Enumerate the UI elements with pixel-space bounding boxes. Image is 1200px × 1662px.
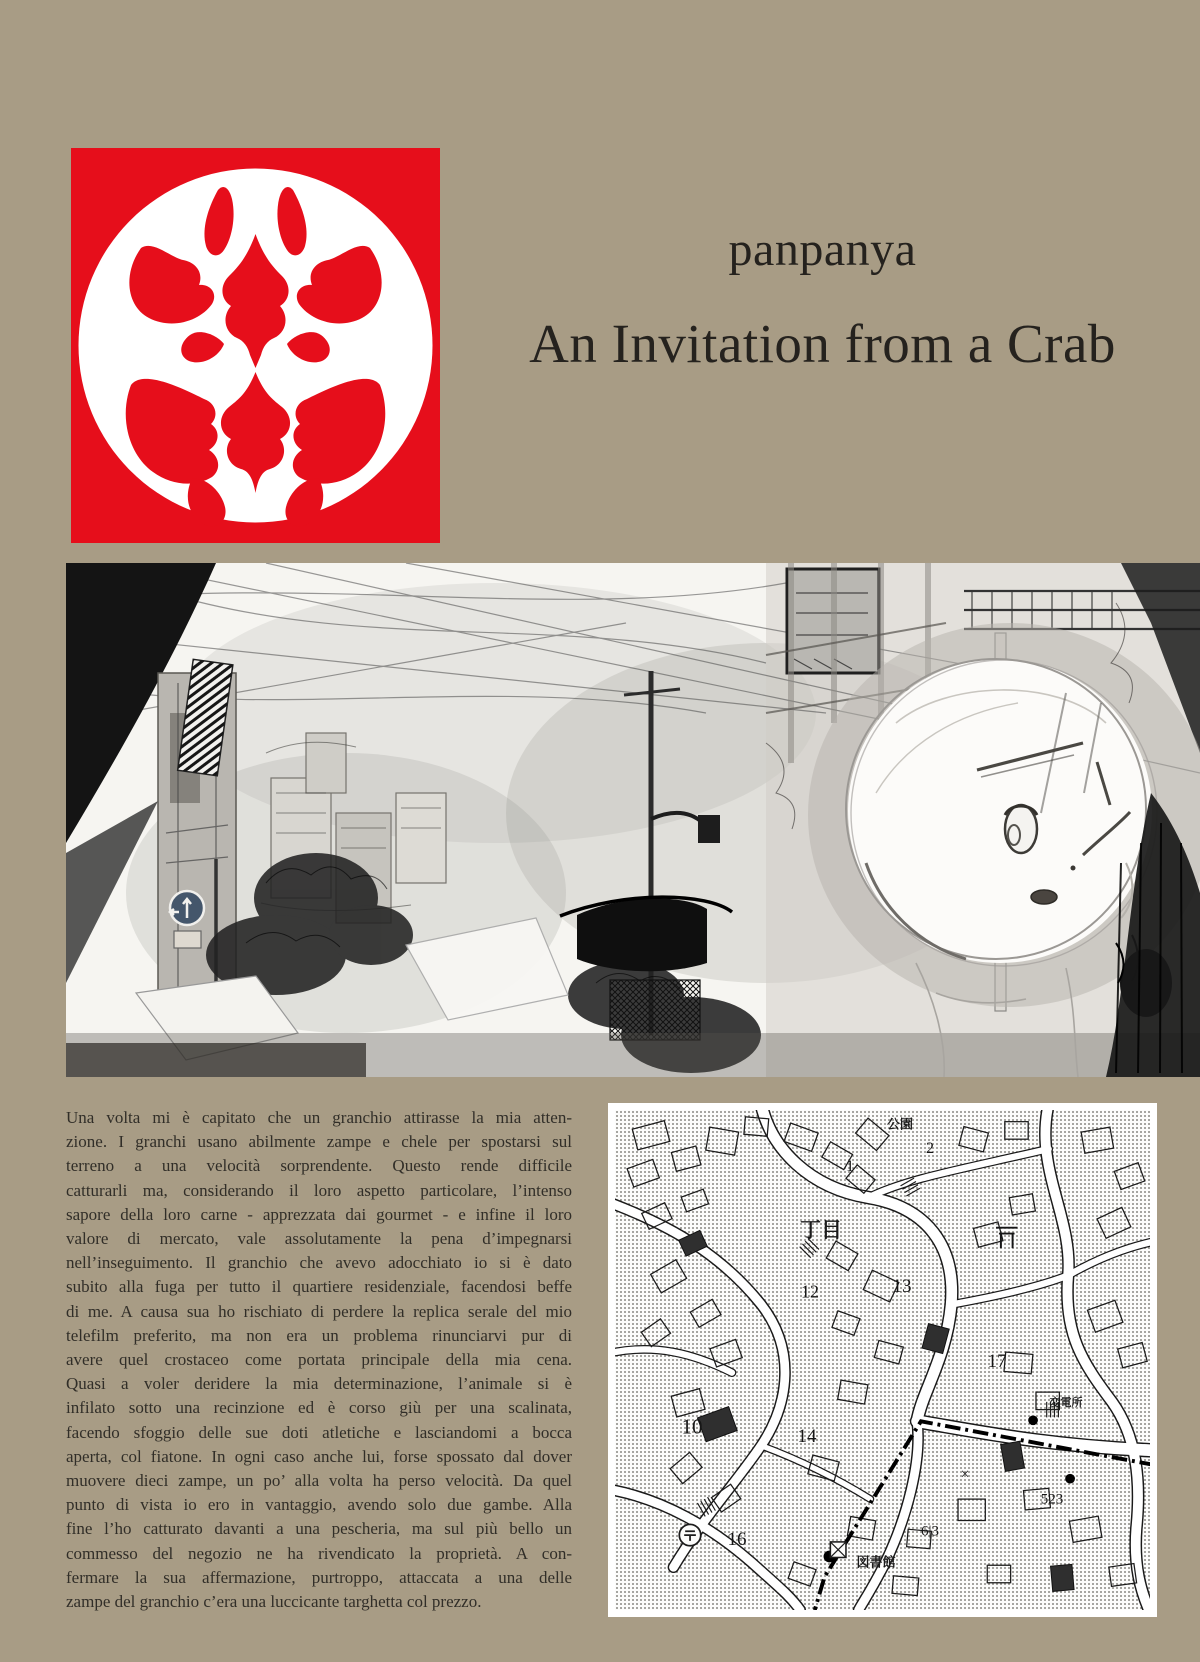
essay-line: fermare la sua affermazione, purtroppo, attaccata a una delle [66,1567,572,1587]
essay-line: Una volta mi è capitato che un granchio attirasse la mia atten- [66,1108,572,1127]
essay-line: infilato sotto una recinzione ed è corso giù per una scalinata, [66,1398,572,1418]
map-label-block-13: 13 [892,1276,912,1297]
post-office-icon [679,1524,700,1545]
essay-line: Quasi a voler deridere la mia determinazione, l’animale si è [66,1374,572,1394]
crab-seal-icon [71,148,440,543]
essay-line: muovere dieci zampe, un po’ alla volta ha perso velocità. Da quel [66,1471,572,1491]
map-label-block-6-3: 6|3 [920,1523,940,1540]
essay-line: zione. I granchi usano abilmente zampe e chele per spostarsi sul [66,1132,572,1152]
torii-icon [996,1228,1017,1248]
essay-line: subito alla fuga per tutto il quartiere residenziale, facendosi beffe [66,1277,572,1297]
author-name: panpanya [728,223,917,276]
character-mouth [1031,890,1057,904]
map-label-block-10: 10 [681,1414,703,1439]
map-label-block-14: 14 [797,1426,817,1447]
essay-line: facendo sfoggio delle sue doti atletiche e lasciandomi a bocca [66,1422,572,1442]
publisher-logo [71,148,440,543]
essay-text [66,1106,572,1614]
essay-line: commesso del negozio ne ha rivendicato la proprietà. A con- [66,1543,572,1563]
map-label-chome: 丁目 [800,1218,842,1242]
essay-line: fine l’ho catturato davanti a una pescheria, ma sul più bello un [66,1519,572,1539]
street-sketch [66,563,1200,1077]
essay-line: punto di vista io ero in vantaggio, avendo solo due gambe. Alla [66,1495,572,1515]
essay-line: aperta, col fiatone. In ogni caso anche lui, forse spossato dal dover [66,1446,572,1466]
essay-line: sapore della loro carne - apprezzata dai gourmet - e infine il loro [66,1204,572,1224]
essay-line: valore di mercato, vale assolutamente la pena d’impegnarsi [66,1229,572,1249]
book-title: An Invitation from a Crab [529,313,1116,374]
map-label-block-1: 1 [846,1158,854,1175]
library-box-icon [830,1542,846,1558]
map-label-park-number: 2 [926,1140,934,1157]
map-label-library: 図書館 [856,1555,896,1571]
map-drawing [615,1110,1150,1610]
essay-line: terreno a una velocità sorprendente. Questo rende difficile [66,1156,572,1176]
cover-illustration [66,563,1200,1077]
map-label-block-17: 17 [987,1351,1007,1372]
map-label-block-523: 523 [1040,1491,1064,1508]
map-label-block-16: 16 [727,1529,747,1550]
map-label-cross: × [960,1466,970,1483]
poi-dot [1065,1474,1075,1484]
map-label-park: 公園 [886,1117,914,1133]
essay-line: telefilm preferito, ma non era un problema rinunciarvi pur di [66,1325,572,1345]
essay-line: di me. A causa sua ho rischiato di perdere la replica serale del mio [66,1301,572,1321]
substation-dot [1028,1415,1038,1425]
essay-line: nell’inseguimento. Il granchio che avevo adocchiato io si è dato [66,1253,572,1273]
map-label-block-12: 12 [801,1281,819,1302]
map-label-substation: 変電所 [1049,1396,1083,1409]
neighborhood-map [608,1103,1157,1617]
essay-line: zampe del granchio c’era una luccicante targhetta col prezzo. [66,1592,482,1612]
essay-line: avere quel crostaceo come portata principale della mia cena. [66,1350,572,1370]
essay-line: catturarli ma, considerando il loro aspetto particolare, l’intenso [66,1180,572,1200]
